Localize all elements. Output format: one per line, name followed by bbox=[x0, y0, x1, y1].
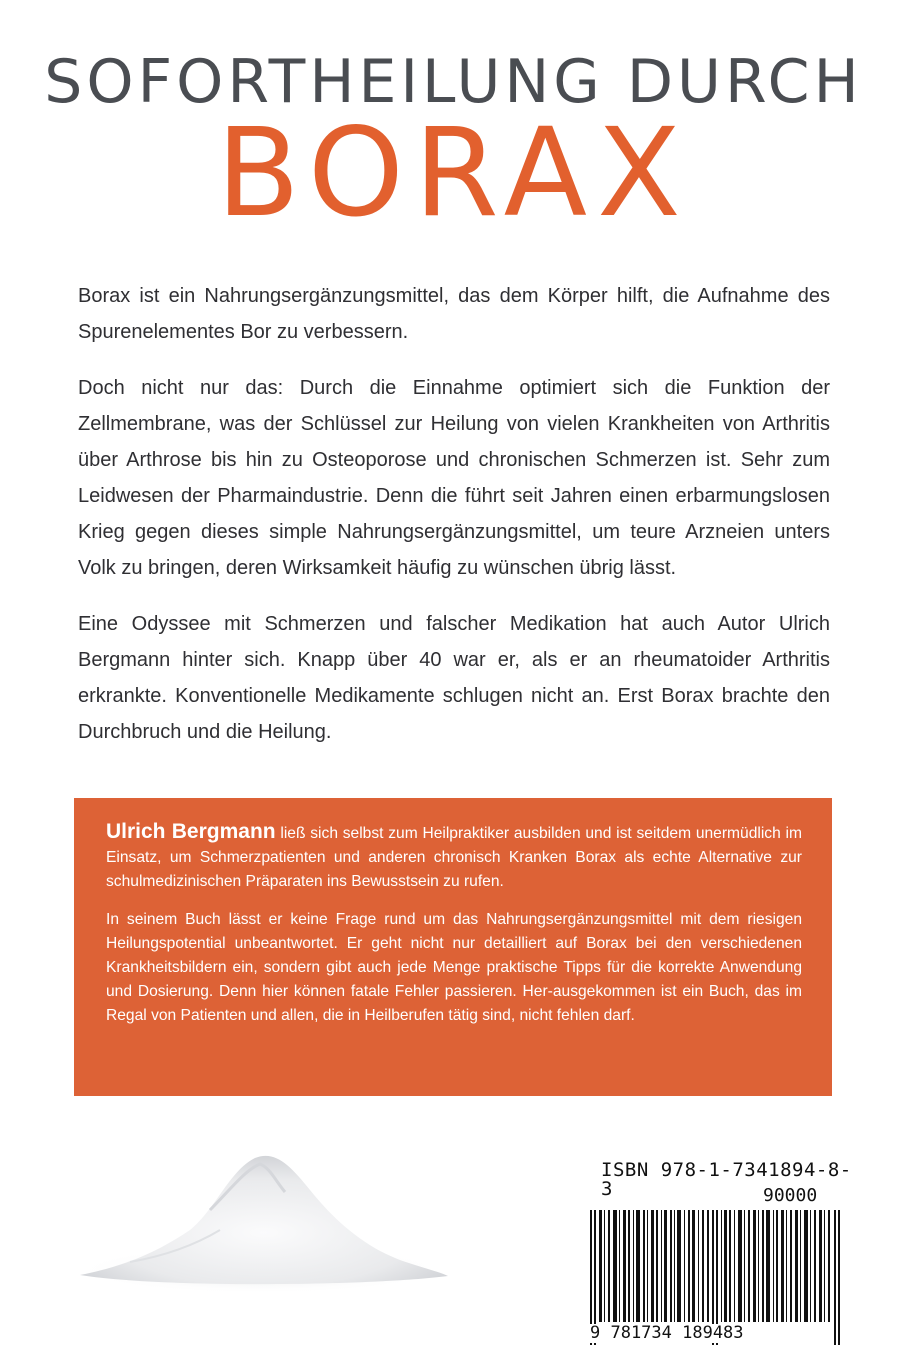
price-addon: 90000 bbox=[763, 1185, 818, 1206]
author-bio bbox=[106, 820, 802, 894]
book-description: In seinem Buch lässt er keine Frage rund um das Nahrungsergänzungsmittel mit dem riesigen Heilungspotential unbeantwortet. Er geht nicht nur detailliert auf Borax bei den verschiedenen Krankheitsbildern ein, sondern gibt auch jede Menge praktische Tipps für die korrekte Anwendung und Dosierung. Denn hier können fatale Fehler passieren. Her-ausgekommen ist ein Buch, das im Regal von Patienten und allen, die in Heilberufen tätig sind, nicht fehlen darf. bbox=[106, 911, 802, 1024]
title-line-1: SOFORTHEILUNG DURCH bbox=[44, 47, 863, 117]
blurb bbox=[78, 278, 830, 770]
author-bio-text: ließ sich selbst zum Heilpraktiker ausbilden und ist seitdem unermüdlich im Einsatz, um Schmerzpatienten und anderen chronisch Kranken Borax als echte Alternative zur schulmedizinischen Präparaten ins Bewusstsein zu rufen. bbox=[106, 825, 802, 890]
blurb-paragraph-3: Eine Odyssee mit Schmerzen und falscher Medikation hat auch Autor Ulrich Bergmann hinter sich. Knapp über 40 war er, als er an rheumatoider Arthritis erkrankte. Konventionelle Medikamente schlugen nicht an. Erst Borax brachte den Durchbruch und die Heilung. bbox=[78, 613, 830, 743]
ean-digits: 9 781734 189483 bbox=[588, 1324, 772, 1343]
title-line-2: BORAX bbox=[216, 102, 691, 244]
blurb-paragraph-2: Doch nicht nur das: Durch die Einnahme optimiert sich die Funktion der Zellmembrane, was der Schlüssel zur Heilung von vielen Krankheiten von Arthritis über Arthrose bis hin zu Osteoporose und chronischen Schmerzen ist. Sehr zum Leidwesen der Pharmaindustrie. Denn die führt seit Jahren einen erbarmungslosen Krieg gegen dieses simple Nahrungsergänzungsmittel, um teure Arzneien unters Volk zu bringen, deren Wirksamkeit häufig zu wünschen übrig lässt. bbox=[78, 377, 830, 579]
author-box bbox=[74, 798, 832, 1096]
author-name: Ulrich Bergmann bbox=[106, 820, 276, 843]
isbn-label: ISBN 978-1-7341894-8-3 bbox=[601, 1159, 852, 1200]
blurb-paragraph-1: Borax ist ein Nahrungsergänzungsmittel, das dem Körper hilft, die Aufnahme des Spurenelementes Bor zu verbessern. bbox=[78, 285, 830, 343]
borax-powder-image bbox=[70, 1130, 450, 1295]
